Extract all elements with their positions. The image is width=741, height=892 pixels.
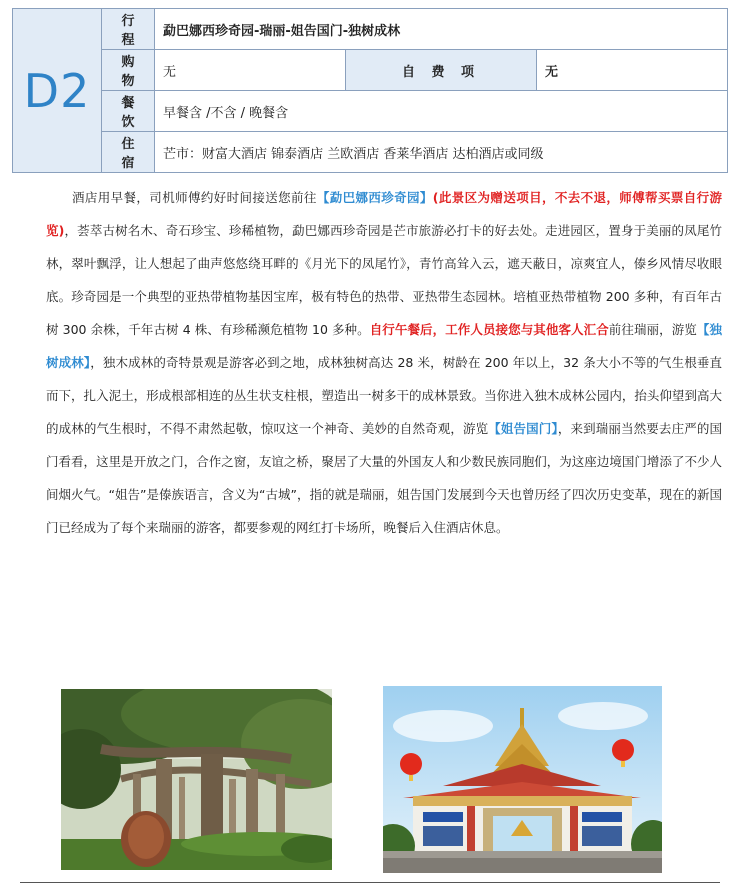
- description-text: ，独木成林的奇特景观是游客必到之地，成林独树高达 28 米，树龄在 200 年以上，32 条大小不等的气生根垂直而下，扎入泥土，形成根部相连的丛生状支柱根，塑造出一树多干的成林景致。当你进入独木成林公园内，抬头仰望到高大的成林的气生根时，不得不肃然起敬，惊叹这一个神奇、美妙的自然奇观，游览: [46, 355, 722, 436]
- hotel-label: 住 宿: [102, 132, 155, 173]
- highlight-dushuchenglin: 【独树成林】: [46, 322, 722, 370]
- description-text: 前往瑞丽，游览: [608, 322, 697, 337]
- meals-value: 早餐含 /不含 / 晚餐含: [155, 91, 728, 132]
- notice-free-item: (此景区为赠送项目，不去不退，师傅帮买票自行游览): [46, 190, 722, 238]
- route-label: 行 程: [102, 9, 155, 50]
- itinerary-description: [46, 181, 722, 544]
- highlight-mengbanaxi: 【勐巴娜西珍奇园】: [316, 190, 433, 205]
- description-text: ，来到瑞丽当然要去庄严的国门看看，这里是开放之门，合作之窗，友谊之桥，聚居了大量的外国友人和少数民族同胞们，为这座边境国门增添了不少人间烟火气。“姐告”是傣族语言，含义为“古城”，指的就是瑞丽，姐告国门发展到今天也曾历经了四次历史变革，现在的新国门已经成为了每个来瑞丽的游客，都要参观的网红打卡场所，晚餐后入住酒店休息。: [46, 421, 722, 535]
- shopping-value: 无: [155, 50, 346, 91]
- itinerary-table: [12, 8, 728, 173]
- description-text: ，荟萃古树名木、奇石珍宝、珍稀植物，勐巴娜西珍奇园是芒市旅游必打卡的好去处。走进园区，置身于美丽的凤尾竹林，翠叶飘浮，让人想起了曲声悠悠绕耳畔的《月光下的凤尾竹》，青竹高耸入云，遮天蔽日，凉爽宜人，傣乡风情尽收眼底。珍奇园是一个典型的亚热带植物基因宝库，极有特色的热带、亚热带生态园林。培植亚热带植物 200 多种，有百年古树 300 余株，千年古树 4 株、有珍稀濒危植物 10 多种。: [46, 223, 722, 337]
- jiegao-gate-photo: [383, 686, 662, 873]
- day-code: D2: [13, 9, 102, 173]
- description-paragraph: [46, 181, 722, 544]
- description-text: 酒店用早餐，司机师傅约好时间接送您前往: [72, 190, 317, 205]
- optional-value: 无: [537, 50, 728, 91]
- route-value: 勐巴娜西珍奇园-瑞丽-姐告国门-独树成林: [155, 9, 728, 50]
- bottom-divider: [20, 882, 720, 883]
- meals-label: 餐 饮: [102, 91, 155, 132]
- hotel-value: 芒市：财富大酒店 锦泰酒店 兰欧酒店 香莱华酒店 达柏酒店或同级: [155, 132, 728, 173]
- highlight-jiegao-gate: 【姐告国门】: [488, 421, 558, 436]
- notice-lunch: 自行午餐后，工作人员接您与其他客人汇合: [369, 322, 609, 337]
- optional-label: 自 费 项: [346, 50, 537, 91]
- banyan-tree-photo: [61, 689, 332, 870]
- shopping-label: 购 物: [102, 50, 155, 91]
